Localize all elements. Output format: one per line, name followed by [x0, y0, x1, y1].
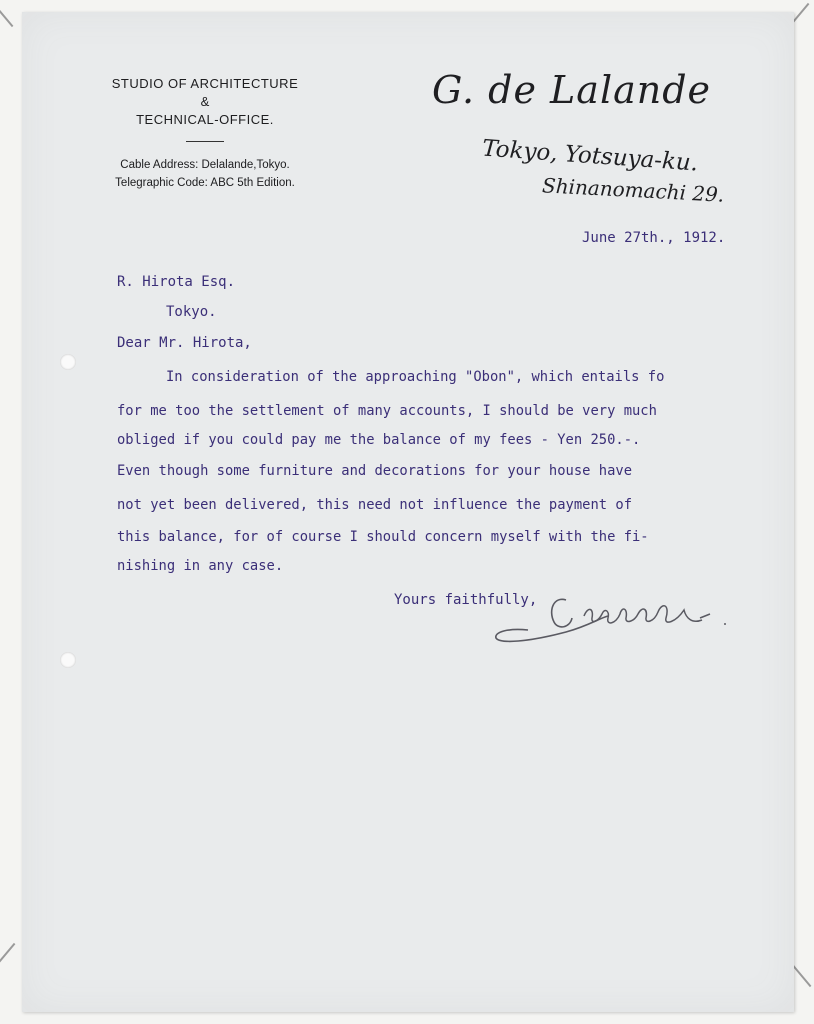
letterhead-divider	[186, 141, 224, 142]
letterhead-studio-block	[100, 76, 310, 192]
handwritten-signature	[488, 588, 738, 648]
body-line: for me too the settlement of many accounts, I should be very much	[117, 403, 657, 419]
clip-bottom-left	[0, 943, 15, 967]
letter-recipient: R. Hirota Esq.	[117, 274, 236, 290]
clip-top-left	[0, 3, 13, 27]
body-line: obliged if you could pay me the balance of my fees - Yen 250.-.	[117, 432, 641, 448]
body-line: nishing in any case.	[117, 558, 284, 574]
punch-hole-lower	[60, 652, 76, 668]
body-line: In consideration of the approaching "Obon", which entails fo	[166, 369, 665, 385]
letterhead-ampersand: &	[200, 94, 210, 109]
letter-city: Tokyo.	[166, 304, 217, 320]
letter-closing: Yours faithfully,	[394, 592, 538, 608]
letter-date: June 27th., 1912.	[582, 230, 726, 246]
letterhead-studio-title: STUDIO OF ARCHITECTURE	[111, 76, 299, 91]
letterhead-address-line1: Tokyo, Yotsuya-ku.	[481, 135, 699, 177]
letterhead-cable-address: Cable Address: Delalande,Tokyo.	[120, 159, 290, 171]
letterhead-office-title: TECHNICAL-OFFICE.	[136, 112, 274, 127]
body-line: not yet been delivered, this need not influence the payment of	[117, 497, 632, 513]
letterhead-telegraphic-code: Telegraphic Code: ABC 5th Edition.	[115, 177, 295, 189]
letterhead-address-line2: Shinanomachi 29.	[541, 173, 725, 207]
body-line: this balance, for of course I should concern myself with the fi-	[117, 529, 649, 545]
letterhead-name: G. de Lalande	[432, 68, 712, 112]
letter-salutation: Dear Mr. Hirota,	[117, 335, 252, 351]
body-line: Even though some furniture and decorations for your house have	[117, 463, 632, 479]
punch-hole-upper	[60, 354, 76, 370]
